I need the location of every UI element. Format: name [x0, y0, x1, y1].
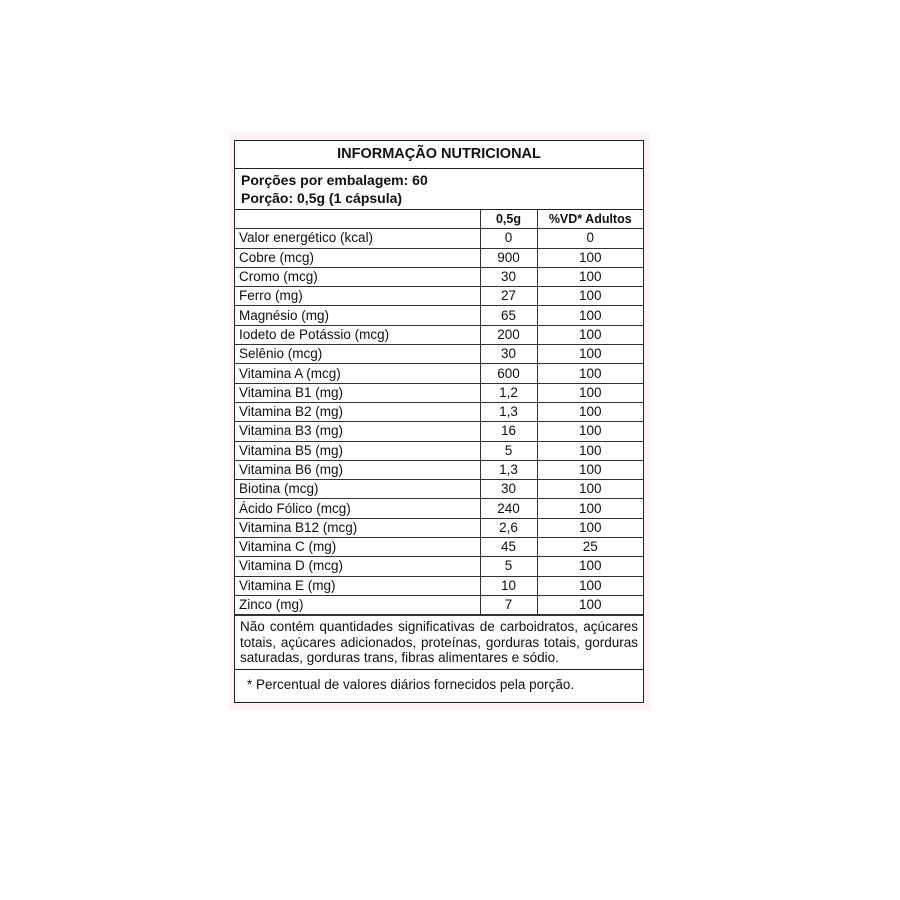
nutrient-name: Vitamina D (mcg): [235, 557, 480, 576]
table-row: [235, 345, 643, 364]
nutrient-name: Vitamina B1 (mg): [235, 383, 480, 402]
nutrient-daily-value: 100: [537, 345, 643, 364]
nutrient-name: Selênio (mcg): [235, 345, 480, 364]
serving-size: Porção: 0,5g (1 cápsula): [241, 190, 403, 206]
nutrient-amount: 5: [480, 441, 537, 460]
header-nutrient: [235, 210, 480, 229]
nutrient-daily-value: 100: [537, 402, 643, 421]
table-row: [235, 422, 643, 441]
nutrient-name: Magnésio (mg): [235, 306, 480, 325]
nutrient-amount: 240: [480, 499, 537, 518]
table-row: [235, 499, 643, 518]
nutrient-name: Biotina (mcg): [235, 480, 480, 499]
nutrient-daily-value: 100: [537, 422, 643, 441]
nutrient-daily-value: 100: [537, 480, 643, 499]
table-row: [235, 287, 643, 306]
nutrient-name: Valor energético (kcal): [235, 229, 480, 248]
nutrient-amount: 45: [480, 538, 537, 557]
nutrient-name: Vitamina B12 (mcg): [235, 518, 480, 537]
nutrient-daily-value: 100: [537, 364, 643, 383]
nutrient-daily-value: 100: [537, 518, 643, 537]
nutrient-name: Cobre (mcg): [235, 248, 480, 267]
nutrient-name: Cromo (mcg): [235, 267, 480, 286]
nutrient-daily-value: 100: [537, 248, 643, 267]
nutrient-amount: 1,3: [480, 402, 537, 421]
nutrient-daily-value: 100: [537, 460, 643, 479]
nutrient-amount: 30: [480, 480, 537, 499]
table-row: [235, 325, 643, 344]
nutrient-name: Vitamina C (mg): [235, 538, 480, 557]
table-row: [235, 557, 643, 576]
servings-per-package: Porções por embalagem: 60: [241, 172, 428, 188]
nutrient-name: Vitamina B6 (mg): [235, 460, 480, 479]
header-daily-value: %VD* Adultos: [537, 210, 643, 229]
table-row: [235, 229, 643, 248]
header-row: [235, 210, 643, 229]
nutrient-amount: 900: [480, 248, 537, 267]
nutrient-name: Vitamina A (mcg): [235, 364, 480, 383]
table-row: [235, 518, 643, 537]
nutrient-amount: 27: [480, 287, 537, 306]
nutrient-daily-value: 100: [537, 441, 643, 460]
table-row: [235, 460, 643, 479]
nutrient-daily-value: 100: [537, 499, 643, 518]
table-row: [235, 364, 643, 383]
table-title: INFORMAÇÃO NUTRICIONAL: [235, 141, 643, 169]
table-row: [235, 383, 643, 402]
serving-info: [235, 169, 643, 210]
nutrient-amount: 200: [480, 325, 537, 344]
table-row: [235, 248, 643, 267]
nutrient-daily-value: 100: [537, 576, 643, 595]
nutrient-name: Iodeto de Potássio (mcg): [235, 325, 480, 344]
nutrient-amount: 1,3: [480, 460, 537, 479]
nutrient-daily-value: 100: [537, 557, 643, 576]
nutrient-daily-value: 100: [537, 267, 643, 286]
nutrient-daily-value: 25: [537, 538, 643, 557]
nutrient-amount: 30: [480, 267, 537, 286]
nutrient-amount: 30: [480, 345, 537, 364]
footnote: * Percentual de valores diários fornecidos pela porção.: [247, 676, 575, 692]
table-row: [235, 267, 643, 286]
nutrient-daily-value: 100: [537, 595, 643, 614]
header-amount: 0,5g: [480, 210, 537, 229]
nutrient-daily-value: 100: [537, 383, 643, 402]
nutrient-amount: 600: [480, 364, 537, 383]
nutrient-name: Vitamina B2 (mg): [235, 402, 480, 421]
nutrient-name: Vitamina B3 (mg): [235, 422, 480, 441]
nutrient-amount: 65: [480, 306, 537, 325]
nutrient-name: Vitamina E (mg): [235, 576, 480, 595]
nutrient-daily-value: 0: [537, 229, 643, 248]
nutrient-name: Vitamina B5 (mg): [235, 441, 480, 460]
table-row: [235, 306, 643, 325]
nutrient-amount: 10: [480, 576, 537, 595]
nutrient-amount: 7: [480, 595, 537, 614]
nutrient-amount: 16: [480, 422, 537, 441]
nutrient-daily-value: 100: [537, 306, 643, 325]
nutrition-facts-table: [234, 140, 644, 703]
nutrient-name: Ferro (mg): [235, 287, 480, 306]
nutrient-daily-value: 100: [537, 287, 643, 306]
nutrient-amount: 0: [480, 229, 537, 248]
disclaimer-note: Não contém quantidades significativas de carboidratos, açúcares totais, açúcares adicionados, proteínas, gorduras totais, gorduras saturadas, gorduras trans, fibras alimentares e sódio.: [235, 615, 643, 670]
nutrient-amount: 1,2: [480, 383, 537, 402]
nutrient-daily-value: 100: [537, 325, 643, 344]
table-row: [235, 538, 643, 557]
nutrient-amount: 5: [480, 557, 537, 576]
nutrient-table: [235, 210, 643, 615]
table-row: [235, 441, 643, 460]
table-row: [235, 480, 643, 499]
nutrient-amount: 2,6: [480, 518, 537, 537]
nutrient-name: Zinco (mg): [235, 595, 480, 614]
table-row: [235, 402, 643, 421]
table-row: [235, 576, 643, 595]
table-row: [235, 595, 643, 614]
nutrient-name: Ácido Fólico (mcg): [235, 499, 480, 518]
